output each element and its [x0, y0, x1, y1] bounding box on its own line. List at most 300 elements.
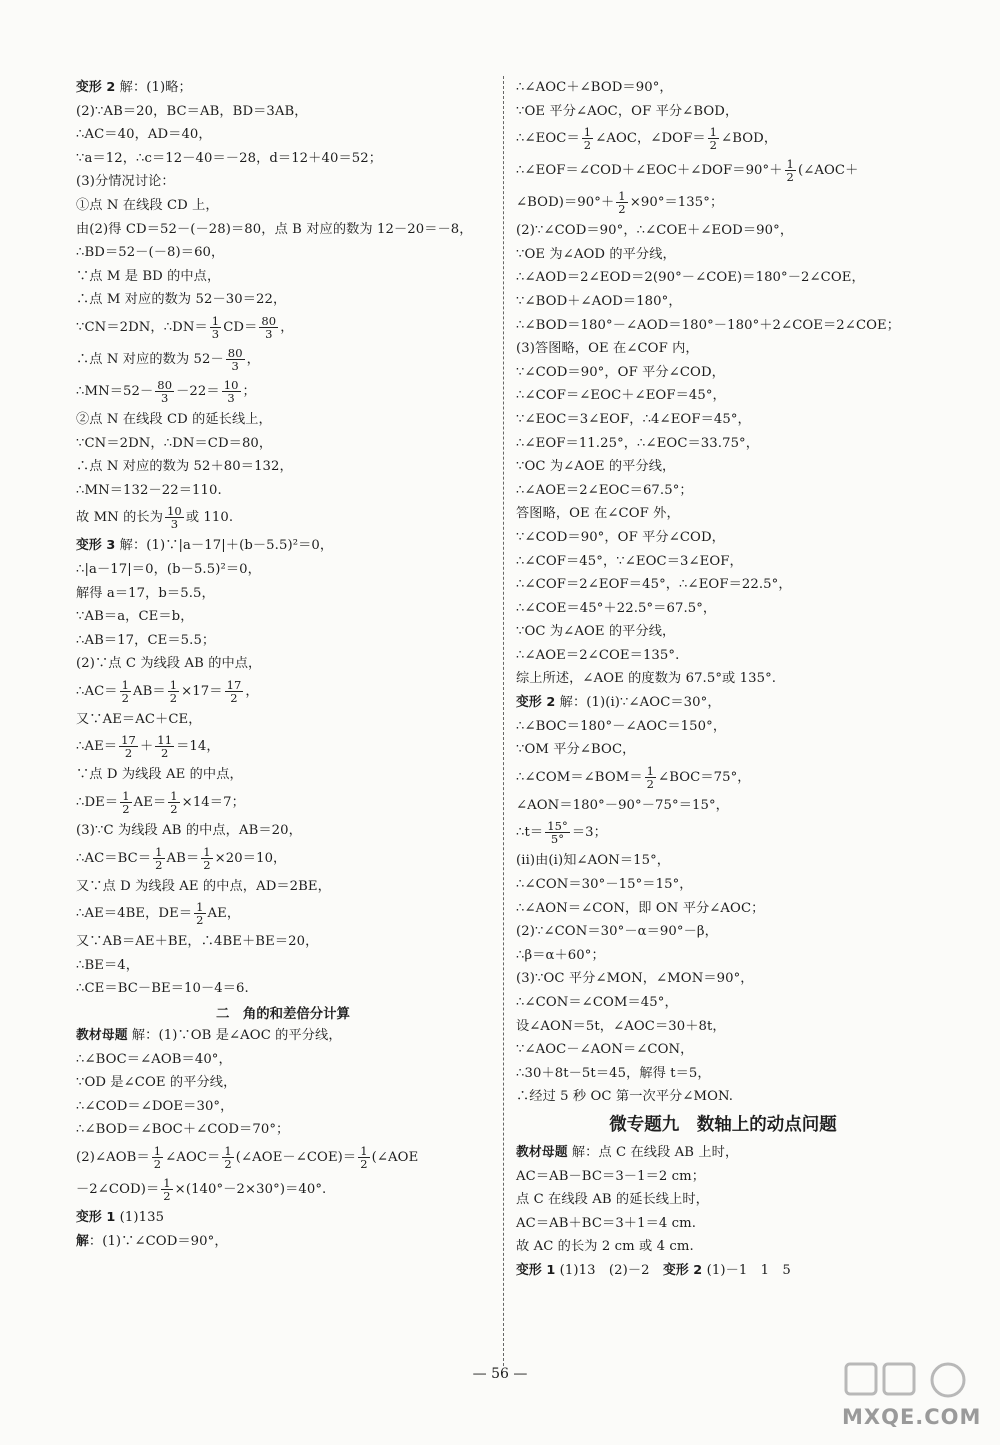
solution-line — [76, 1095, 490, 1119]
solution-line — [516, 738, 930, 762]
solution-line — [516, 314, 930, 338]
solution-line — [76, 312, 490, 344]
line-text: ∴∠BOD＝180°－∠AOD＝180°－180°＋2∠COE＝2∠COE； — [516, 317, 901, 333]
fraction-numerator: 1 — [169, 677, 178, 692]
line-text: 故 AC 的长为 2 cm 或 4 cm. — [516, 1239, 694, 1255]
line-text: CD＝ — [223, 319, 258, 335]
solution-line — [516, 644, 930, 668]
solution-line — [76, 170, 490, 194]
fraction — [120, 790, 131, 815]
line-text: ∴t＝ — [516, 825, 544, 841]
line-text: (∠AOE－∠COE)＝ — [235, 1150, 357, 1165]
solution-line — [76, 265, 490, 289]
line-text: AE＝ — [133, 795, 167, 811]
line-text: ∴∠COE＝45°＋22.5°＝67.5°， — [516, 600, 717, 616]
line-text: ∴∠CON＝30°－15°＝15°， — [516, 877, 693, 893]
line-text: ∴∠BOD＝∠BOC＋∠COD＝70°； — [76, 1122, 290, 1138]
line-text: AC＝AB－BC＝3－1＝2 cm； — [516, 1168, 706, 1184]
fraction-denominator: 5° — [550, 832, 565, 847]
fraction-denominator: 2 — [155, 857, 163, 872]
fraction-denominator: 3 — [161, 390, 169, 405]
fraction-numerator: 15° — [547, 819, 568, 834]
page-number: — 56 — — [472, 1366, 528, 1382]
fraction — [210, 315, 221, 340]
solution-line — [516, 384, 930, 408]
line-text: ∵OC 为∠AOE 的平分线， — [516, 459, 676, 475]
fraction-denominator: 2 — [618, 202, 626, 217]
fraction-numerator: 1 — [122, 789, 130, 804]
line-text: ∠BOD)＝90°＋ — [516, 195, 615, 211]
line-text: ∵a＝12，∴c＝12－40＝－28，d＝12＋40＝52； — [76, 150, 382, 166]
fraction-denominator: 2 — [646, 776, 655, 791]
solution-line — [76, 1118, 490, 1142]
solution-line — [76, 652, 490, 676]
solution-line — [516, 219, 930, 243]
line-text: ∴点 N 对应的数为 52＋80＝132， — [76, 459, 293, 475]
fraction — [545, 820, 570, 845]
fraction-numerator: 1 — [360, 1144, 368, 1158]
line-text: ∴AB＝17，CE＝5.5； — [76, 632, 216, 648]
solution-line — [516, 408, 930, 432]
fraction-denominator: 3 — [227, 390, 235, 405]
solution-line — [516, 691, 930, 715]
fraction-denominator: 2 — [360, 1157, 368, 1171]
line-text: ：(1)∵∠COD＝90°， — [88, 1233, 228, 1249]
line-text: 设∠AON＝5t，∠AOC＝30＋8t， — [516, 1018, 726, 1034]
line-text: ∴∠EOC＝ — [516, 131, 580, 147]
solution-line — [516, 794, 930, 818]
solution-line — [76, 1206, 490, 1230]
solution-line — [76, 455, 490, 479]
line-text: ＝14， — [176, 739, 220, 755]
line-text: (∠AOE — [371, 1150, 419, 1165]
line-text: (3)∵C 为线段 AB 的中点，AB＝20， — [76, 823, 302, 839]
line-text: ×20＝10， — [214, 850, 287, 866]
solution-line — [76, 582, 490, 606]
problem-label: 变形 1 — [516, 1262, 556, 1278]
fraction-numerator: 1 — [155, 844, 163, 859]
line-text: ∴AC＝BC＝ — [76, 850, 152, 866]
line-text: ， — [245, 683, 259, 699]
problem-label: 变形 2 — [76, 80, 116, 95]
line-text: ∴∠COF＝45°，∵∠EOC＝3∠EOF， — [516, 553, 743, 569]
line-text: (1)135 — [115, 1210, 165, 1225]
line-text: ， — [280, 319, 294, 335]
fraction-denominator: 2 — [709, 138, 718, 153]
problem-label: 变形 2 — [516, 695, 556, 711]
problem-label: 解 — [76, 1233, 89, 1249]
solution-line — [516, 1259, 930, 1283]
solution-line — [516, 573, 930, 597]
solution-line — [516, 155, 930, 187]
line-text: (2)∵∠CON＝30°－α＝90°－β， — [516, 924, 718, 940]
line-text: ∵OE 平分∠AOC，OF 平分∠BOD， — [516, 103, 739, 119]
fraction-numerator: 80 — [227, 345, 243, 360]
line-text: AE， — [207, 906, 241, 922]
line-text: ∴经过 5 秒 OC 第一次平分∠MON. — [516, 1089, 734, 1105]
fraction-denominator: 2 — [170, 802, 178, 817]
fraction-denominator: 2 — [122, 802, 130, 817]
fraction-denominator: 2 — [583, 138, 592, 153]
line-text: ∴∠COM＝∠BOM＝ — [516, 769, 643, 785]
line-text: ∴AC＝ — [76, 683, 118, 699]
solution-line — [516, 967, 930, 991]
line-text: ∴BE＝4， — [76, 957, 140, 973]
line-text: ∴MN＝132－22＝110. — [76, 482, 222, 498]
fraction — [222, 379, 241, 404]
fraction — [165, 505, 184, 530]
fraction-numerator: 17 — [121, 733, 136, 748]
solution-line — [76, 787, 490, 819]
line-text: 又∵点 D 为线段 AE 的中点，AD＝2BE， — [76, 878, 331, 894]
solution-line — [76, 1142, 490, 1174]
line-text: ∵∠BOD＋∠AOD＝180°， — [516, 293, 682, 309]
solution-line — [516, 667, 930, 691]
line-text: ∴BD＝52－(－8)＝60， — [76, 245, 225, 261]
solution-line — [516, 944, 930, 968]
line-text: ； — [242, 383, 256, 399]
fraction-numerator: 10 — [223, 377, 239, 392]
fraction — [194, 901, 205, 926]
solution-line — [76, 218, 490, 242]
line-text: ∵CN＝2DN，∴DN＝CD＝80， — [76, 435, 273, 451]
fraction — [785, 158, 796, 183]
solution-line — [516, 502, 930, 526]
fraction — [120, 679, 131, 704]
problem-label: 变形 3 — [76, 538, 116, 554]
right-column — [516, 76, 930, 1283]
solution-line — [76, 1174, 490, 1206]
solution-line — [76, 605, 490, 629]
solution-line — [516, 1062, 930, 1086]
line-text: ∴30＋8t－5t＝45，解得 t＝5， — [516, 1065, 711, 1081]
line-text: ∠AOC，∠DOF＝ — [595, 131, 706, 147]
line-text: ∴∠AOC＋∠BOD＝90°， — [516, 80, 673, 95]
line-text: (3)∵OC 平分∠MON，∠MON＝90°， — [516, 971, 754, 987]
line-text: ∵点 M 是 BD 的中点， — [76, 268, 221, 284]
solution-line — [76, 930, 490, 954]
fraction — [161, 1177, 172, 1202]
line-text: ∵OE 为∠AOD 的平分线， — [516, 246, 676, 262]
solution-line — [516, 526, 930, 550]
solution-line — [516, 187, 930, 219]
fraction-denominator: 2 — [121, 690, 130, 705]
column-divider — [503, 76, 504, 1366]
fraction — [358, 1145, 369, 1170]
line-text: ∴MN＝52－ — [76, 383, 154, 399]
line-text: ∴DE＝ — [76, 795, 119, 811]
line-text: ＋ — [139, 739, 154, 755]
solution-line — [76, 534, 490, 558]
problem-label: 教材母题 — [76, 1028, 128, 1044]
line-text: ∴∠COF＝∠EOC＋∠EOF＝45°， — [516, 388, 726, 404]
solution-line — [516, 337, 930, 361]
fraction — [153, 846, 164, 871]
line-text: (ii)由(i)知∠AON＝15°， — [516, 853, 671, 869]
line-text: ∵∠COD＝90°，OF 平分∠COD， — [516, 364, 725, 380]
solution-line — [76, 1071, 490, 1095]
fraction-denominator: 2 — [203, 857, 211, 872]
solution-line — [76, 123, 490, 147]
solution-line — [516, 1015, 930, 1039]
solution-line — [516, 479, 930, 503]
solution-line — [516, 123, 930, 155]
fraction-numerator: 1 — [618, 189, 626, 204]
fraction-denominator: 3 — [170, 517, 179, 532]
line-text: ∠BOD， — [721, 131, 778, 147]
line-text: ∴β＝α＋60°； — [516, 947, 605, 963]
solution-line — [76, 1024, 490, 1048]
fraction-denominator: 2 — [124, 746, 133, 761]
solution-line — [76, 819, 490, 843]
line-text: 解：(1)略； — [115, 80, 192, 95]
solution-line — [516, 550, 930, 574]
fraction — [259, 315, 278, 340]
line-text: (2)∵∠COD＝90°，∴∠COE＋∠EOD＝90°， — [516, 223, 794, 239]
solution-line — [516, 762, 930, 794]
line-text: ∴|a－17|＝0，(b－5.5)²＝0， — [76, 561, 261, 577]
line-text: 或 110. — [185, 510, 234, 526]
problem-label: 教材母题 — [516, 1144, 568, 1160]
fraction-numerator: 17 — [226, 677, 242, 692]
solution-line — [76, 954, 490, 978]
line-text: (∠AOC＋ — [797, 163, 859, 179]
left-column — [76, 76, 490, 1253]
fraction — [226, 347, 245, 372]
solution-line — [516, 290, 930, 314]
fraction-numerator: 10 — [166, 504, 182, 519]
line-text: (2)∵AB＝20，BC＝AB，BD＝3AB， — [76, 103, 308, 119]
line-text: ∴AE＝4BE，DE＝ — [76, 906, 193, 922]
line-text: 又∵AE＝AC＋CE， — [76, 711, 202, 727]
fraction — [155, 734, 174, 759]
solution-line — [76, 147, 490, 171]
fraction-numerator: 1 — [224, 1144, 232, 1158]
solution-line — [76, 376, 490, 408]
fraction-numerator: 80 — [157, 377, 173, 392]
line-text: －22＝ — [176, 383, 220, 399]
line-text: (2)∠AOB＝ — [76, 1150, 150, 1165]
fraction-numerator: 80 — [261, 313, 277, 328]
fraction — [155, 379, 174, 404]
line-text: ∴∠BOC＝∠AOB＝40°， — [76, 1051, 232, 1067]
line-text: AB＝ — [133, 683, 166, 699]
solution-line — [76, 898, 490, 930]
solution-line — [516, 715, 930, 739]
fraction-denominator: 2 — [786, 170, 794, 185]
topic-heading: 微专题九 数轴上的动点问题 — [609, 1114, 837, 1135]
line-text: 故 MN 的长为 — [76, 510, 163, 526]
line-text: ×17＝ — [181, 683, 223, 699]
section-heading: 二 角的和差倍分计算 — [216, 1007, 350, 1023]
line-text: ∴∠EOF＝11.25°，∴∠EOC＝33.75°， — [516, 435, 760, 451]
line-text: ∠BOC＝75°， — [658, 769, 751, 785]
fraction-numerator: 1 — [196, 900, 204, 915]
line-text: 解：点 C 在线段 AB 上时， — [567, 1144, 739, 1160]
solution-line — [516, 991, 930, 1015]
line-text: ＝3； — [571, 825, 607, 841]
solution-line — [76, 241, 490, 265]
line-text: ∴∠BOC＝180°－∠AOC＝150°， — [516, 718, 727, 734]
solution-line — [516, 849, 930, 873]
line-text: 解：(1)(i)∵∠AOC＝30°， — [555, 695, 721, 711]
solution-line — [516, 873, 930, 897]
fraction-denominator: 2 — [169, 690, 178, 705]
line-text: ∵AB＝a，CE＝b， — [76, 609, 194, 625]
solution-line — [516, 597, 930, 621]
line-text: ， — [246, 351, 260, 367]
solution-line — [76, 708, 490, 732]
line-text: ∵点 D 为线段 AE 的中点， — [76, 767, 243, 783]
line-text: AB＝ — [166, 850, 200, 866]
solution-line — [76, 502, 490, 534]
fraction-denominator: 3 — [211, 326, 220, 341]
fraction — [708, 126, 719, 151]
solution-line — [516, 100, 930, 124]
solution-line — [516, 1212, 930, 1236]
fraction — [168, 679, 179, 704]
fraction-numerator: 1 — [583, 125, 592, 140]
line-text: (1)13 (2)－2 — [555, 1262, 663, 1278]
solution-line — [76, 977, 490, 1001]
fraction-numerator: 1 — [709, 125, 718, 140]
watermark-logo — [838, 1360, 988, 1436]
fraction-numerator: 11 — [157, 733, 173, 748]
fraction — [168, 790, 179, 815]
solution-line — [516, 897, 930, 921]
line-text: ∵∠AOC－∠AON＝∠CON， — [516, 1042, 694, 1058]
line-text: ∵OM 平分∠BOC， — [516, 742, 636, 758]
fraction-numerator: 1 — [786, 157, 794, 172]
solution-line — [516, 1235, 930, 1259]
solution-line — [76, 479, 490, 503]
solution-line — [516, 432, 930, 456]
solution-line — [76, 629, 490, 653]
line-text: ∠AON＝180°－90°－75°＝15°， — [516, 797, 729, 813]
line-text: ×90°＝135°； — [629, 195, 724, 211]
solution-line — [516, 243, 930, 267]
line-text: 解：(1)∵OB 是∠AOC 的平分线， — [127, 1028, 342, 1044]
solution-line — [516, 1141, 930, 1165]
fraction-denominator: 3 — [265, 326, 273, 341]
line-text: ∴CE＝BC－BE＝10－4＝6. — [76, 981, 249, 997]
line-text: ∴∠AOD＝2∠EOD＝2(90°－∠COE)＝180°－2∠COE， — [516, 270, 865, 286]
solution-line — [76, 676, 490, 708]
fraction-numerator: 1 — [153, 1144, 162, 1158]
line-text: ∴点 M 对应的数为 52－30＝22， — [76, 292, 287, 308]
line-text: ∵∠COD＝90°，OF 平分∠COD， — [516, 529, 725, 545]
problem-label: 变形 1 — [76, 1210, 116, 1225]
fraction-denominator: 2 — [196, 913, 204, 928]
fraction — [152, 1145, 163, 1170]
solution-line — [76, 100, 490, 124]
solution-line — [76, 432, 490, 456]
solution-line — [76, 875, 490, 899]
solution-line — [516, 361, 930, 385]
line-text: ②点 N 在线段 CD 的延长线上， — [76, 411, 272, 427]
line-text: 由(2)得 CD＝52－(－28)＝80，点 B 对应的数为 12－20＝－8， — [76, 221, 473, 237]
solution-line — [516, 920, 930, 944]
line-text: ∴点 N 对应的数为 52－ — [76, 351, 224, 367]
line-text: 答图略，OE 在∠COF 外， — [516, 506, 680, 522]
line-text: ∵OD 是∠COE 的平分线， — [76, 1075, 237, 1091]
fraction — [645, 765, 656, 790]
line-text: ∵CN＝2DN，∴DN＝ — [76, 319, 208, 335]
solution-line — [76, 1048, 490, 1072]
solution-line — [516, 1165, 930, 1189]
line-text: (1)－1 1 5 — [702, 1262, 791, 1278]
solution-line — [516, 1038, 930, 1062]
fraction — [201, 846, 212, 871]
solution-line — [76, 558, 490, 582]
line-text: ∴AC＝40，AD＝40， — [76, 127, 212, 143]
line-text: ∴∠AOE＝2∠COE＝135°. — [516, 647, 680, 663]
line-text: (3)答图略，OE 在∠COF 内， — [516, 341, 699, 357]
line-text: (3)分情况讨论： — [76, 174, 175, 190]
line-text: 又∵AB＝AE＋BE，∴4BE＋BE＝20， — [76, 934, 319, 950]
solution-line — [76, 76, 490, 100]
watermark-text: MXQE.COM — [842, 1405, 982, 1429]
line-text: ∴∠COF＝2∠EOF＝45°，∴∠EOF＝22.5°， — [516, 577, 792, 593]
fraction — [222, 1145, 233, 1170]
line-text: ×14＝7； — [181, 795, 245, 811]
line-text: ×(140°－2×30°)＝40°. — [174, 1182, 327, 1197]
fraction-numerator: 1 — [121, 677, 130, 692]
line-text: ∠AOC＝ — [165, 1150, 221, 1165]
line-text: AC＝AB＋BC＝3＋1＝4 cm. — [516, 1215, 697, 1231]
fraction-denominator: 3 — [231, 358, 239, 373]
line-text: ∴∠EOF＝∠COD＋∠EOC＋∠DOF＝90°＋ — [516, 163, 783, 179]
line-text: ∴∠COD＝∠DOE＝30°， — [76, 1098, 234, 1114]
fraction-numerator: 1 — [170, 789, 178, 804]
solution-line — [76, 763, 490, 787]
fraction — [616, 190, 627, 215]
fraction-denominator: 2 — [160, 746, 169, 761]
line-text: ∵∠EOC＝3∠EOF，∴4∠EOF＝45°， — [516, 411, 751, 427]
line-text: 综上所述，∠AOE 的度数为 67.5°或 135°. — [516, 671, 777, 687]
line-text: 解：(1)∵|a－17|＋(b－5.5)²＝0， — [115, 538, 334, 554]
fraction-numerator: 1 — [203, 844, 211, 859]
fraction — [582, 126, 593, 151]
solution-line — [76, 731, 490, 763]
fraction-denominator: 2 — [163, 1189, 171, 1203]
solution-line — [516, 817, 930, 849]
fraction-numerator: 1 — [646, 763, 655, 778]
line-text: ∴∠CON＝∠COM＝45°， — [516, 995, 678, 1010]
solution-line — [516, 1085, 930, 1109]
fraction-denominator: 2 — [224, 1157, 232, 1171]
solution-line — [76, 843, 490, 875]
fraction — [119, 734, 138, 759]
solution-line — [76, 288, 490, 312]
solution-line — [516, 1188, 930, 1212]
line-text: ∴∠AON＝∠CON，即 ON 平分∠AOC； — [516, 900, 765, 916]
line-text: 点 C 在线段 AB 的延长线上时， — [516, 1192, 709, 1208]
line-text: ∴∠AOE＝2∠EOC＝67.5°； — [516, 482, 693, 498]
solution-line — [76, 194, 490, 218]
solution-line — [516, 266, 930, 290]
fraction-denominator: 2 — [230, 690, 238, 705]
line-text: (2)∵点 C 为线段 AB 的中点， — [76, 656, 262, 672]
solution-line — [516, 76, 930, 100]
solution-line — [516, 620, 930, 644]
fraction-numerator: 1 — [163, 1176, 171, 1190]
solution-line — [76, 344, 490, 376]
solution-line — [76, 1230, 490, 1254]
line-text: －2∠COD)＝ — [76, 1182, 160, 1197]
line-text: ∵OC 为∠AOE 的平分线， — [516, 624, 676, 640]
line-text: ∴AE＝ — [76, 739, 118, 755]
